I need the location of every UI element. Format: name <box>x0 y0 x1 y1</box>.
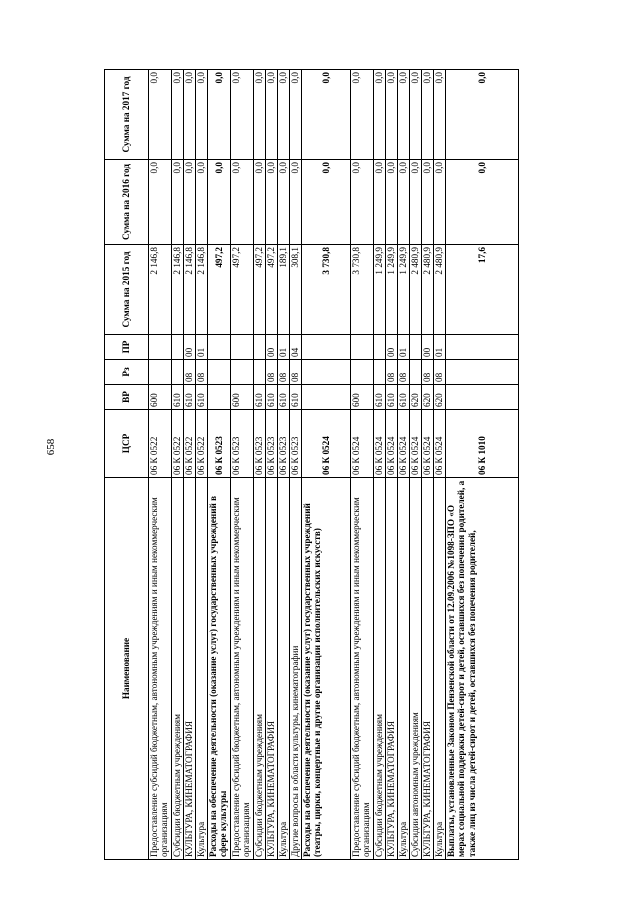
header-rz: Рз <box>105 360 149 385</box>
cell-pr <box>351 335 374 360</box>
cell-name: КУЛЬТУРА, КИНЕМАТОГРАФИЯ <box>266 478 278 860</box>
cell-pr: 01 <box>278 335 290 360</box>
table-row <box>434 70 446 860</box>
cell-rz: 08 <box>422 360 434 385</box>
cell-rz: 08 <box>278 360 290 385</box>
cell-name: Предоставление субсидий бюджетным, автономным учреждениям и иным некоммерческим организациям <box>149 478 172 860</box>
table-row <box>398 70 410 860</box>
cell-2015: 2 480,9 <box>410 245 422 335</box>
cell-name: Культура <box>196 478 208 860</box>
cell-pr <box>302 335 351 360</box>
cell-csr: 06 К 0522 <box>149 410 172 478</box>
cell-rz <box>231 360 254 385</box>
table-row <box>386 70 398 860</box>
cell-name: Предоставление субсидий бюджетным, автономным учреждениям и иным некоммерческим организациям <box>351 478 374 860</box>
cell-2015: 308,1 <box>290 245 302 335</box>
cell-vr: 610 <box>374 385 386 410</box>
page-number: 658 <box>45 438 57 456</box>
cell-vr: 620 <box>410 385 422 410</box>
cell-pr: 00 <box>386 335 398 360</box>
cell-vr <box>446 385 519 410</box>
cell-vr <box>208 385 231 410</box>
cell-csr: 06 К 0523 <box>278 410 290 478</box>
cell-csr: 06 К 0524 <box>410 410 422 478</box>
table-row <box>290 70 302 860</box>
cell-vr: 610 <box>386 385 398 410</box>
cell-2016: 0,0 <box>184 160 196 245</box>
cell-name: КУЛЬТУРА, КИНЕМАТОГРАФИЯ <box>184 478 196 860</box>
cell-2015: 3 730,8 <box>302 245 351 335</box>
cell-rz <box>446 360 519 385</box>
cell-name: Субсидии бюджетным учреждениям <box>254 478 266 860</box>
cell-2017: 0,0 <box>434 70 446 160</box>
cell-2016: 0,0 <box>386 160 398 245</box>
cell-2015: 497,2 <box>266 245 278 335</box>
cell-2015: 497,2 <box>208 245 231 335</box>
cell-2015: 497,2 <box>254 245 266 335</box>
cell-2017: 0,0 <box>184 70 196 160</box>
cell-vr: 600 <box>351 385 374 410</box>
cell-2015: 3 730,8 <box>351 245 374 335</box>
cell-rz <box>254 360 266 385</box>
cell-2016: 0,0 <box>422 160 434 245</box>
cell-name: Субсидии автономным учреждениям <box>410 478 422 860</box>
cell-2015: 2 146,8 <box>149 245 172 335</box>
cell-2017: 0,0 <box>278 70 290 160</box>
cell-vr: 600 <box>231 385 254 410</box>
cell-2016: 0,0 <box>374 160 386 245</box>
cell-name: Выплаты, установленные Законом Пензенской области от 12.09.2006 №1098-ЗПО «О мерах социальной поддержки детей-сирот и детей, оставшихся без попечения родителей, а также лиц из числа детей-сирот и детей, оставшихся без попечения родителей, <box>446 478 519 860</box>
cell-pr: 01 <box>398 335 410 360</box>
cell-vr: 610 <box>172 385 184 410</box>
cell-name: Расходы на обеспечение деятельности (оказание услуг) государственных учреждений (театры, цирки, концертные и другие организации исполнительских искусств) <box>302 478 351 860</box>
cell-vr: 610 <box>290 385 302 410</box>
cell-csr: 06 К 0522 <box>172 410 184 478</box>
budget-table <box>104 69 519 860</box>
budget-table-rotated <box>104 70 530 860</box>
cell-2016: 0,0 <box>290 160 302 245</box>
cell-2015: 17,6 <box>446 245 519 335</box>
cell-2016: 0,0 <box>398 160 410 245</box>
cell-vr: 610 <box>398 385 410 410</box>
cell-csr: 06 К 1010 <box>446 410 519 478</box>
cell-2016: 0,0 <box>266 160 278 245</box>
cell-rz <box>208 360 231 385</box>
cell-name: Предоставление субсидий бюджетным, автономным учреждениям и иным некоммерческим организациям <box>231 478 254 860</box>
header-csr: ЦСР <box>105 410 149 478</box>
table-row-bold <box>208 70 231 860</box>
cell-2017: 0,0 <box>446 70 519 160</box>
table-row <box>351 70 374 860</box>
cell-rz <box>172 360 184 385</box>
header-vr: ВР <box>105 385 149 410</box>
cell-name: Субсидии бюджетным учреждениям <box>172 478 184 860</box>
cell-rz: 08 <box>386 360 398 385</box>
cell-2017: 0,0 <box>266 70 278 160</box>
cell-name: КУЛЬТУРА, КИНЕМАТОГРАФИЯ <box>422 478 434 860</box>
cell-csr: 06 К 0524 <box>422 410 434 478</box>
cell-name: Субсидии бюджетным учреждениям <box>374 478 386 860</box>
cell-pr <box>208 335 231 360</box>
cell-pr <box>172 335 184 360</box>
table-row <box>422 70 434 860</box>
cell-pr: 01 <box>196 335 208 360</box>
cell-vr: 610 <box>254 385 266 410</box>
table-row-bold <box>446 70 519 860</box>
cell-rz <box>149 360 172 385</box>
cell-pr <box>254 335 266 360</box>
cell-csr: 06 К 0524 <box>374 410 386 478</box>
header-name: Наименование <box>105 478 149 860</box>
cell-pr <box>231 335 254 360</box>
table-row <box>149 70 172 860</box>
table-row <box>184 70 196 860</box>
table-row <box>172 70 184 860</box>
cell-pr <box>446 335 519 360</box>
cell-rz: 08 <box>398 360 410 385</box>
cell-csr: 06 К 0523 <box>266 410 278 478</box>
cell-vr: 600 <box>149 385 172 410</box>
cell-vr <box>302 385 351 410</box>
cell-rz: 08 <box>196 360 208 385</box>
table-row <box>266 70 278 860</box>
cell-2016: 0,0 <box>351 160 374 245</box>
table-row-bold <box>302 70 351 860</box>
cell-name: Культура <box>398 478 410 860</box>
cell-vr: 610 <box>184 385 196 410</box>
table-row <box>254 70 266 860</box>
table-row <box>278 70 290 860</box>
cell-2017: 0,0 <box>231 70 254 160</box>
cell-csr: 06 К 0523 <box>208 410 231 478</box>
cell-2016: 0,0 <box>231 160 254 245</box>
cell-2016: 0,0 <box>172 160 184 245</box>
cell-2016: 0,0 <box>196 160 208 245</box>
cell-2016: 0,0 <box>434 160 446 245</box>
table-row <box>410 70 422 860</box>
cell-rz: 08 <box>290 360 302 385</box>
cell-2017: 0,0 <box>386 70 398 160</box>
cell-pr: 00 <box>422 335 434 360</box>
cell-2017: 0,0 <box>302 70 351 160</box>
cell-2016: 0,0 <box>446 160 519 245</box>
cell-2016: 0,0 <box>410 160 422 245</box>
cell-2016: 0,0 <box>149 160 172 245</box>
cell-2017: 0,0 <box>149 70 172 160</box>
cell-2016: 0,0 <box>254 160 266 245</box>
cell-vr: 610 <box>266 385 278 410</box>
header-2017: Сумма на 2017 год <box>105 70 149 160</box>
cell-name: Культура <box>434 478 446 860</box>
cell-csr: 06 К 0523 <box>231 410 254 478</box>
cell-rz <box>351 360 374 385</box>
cell-2017: 0,0 <box>351 70 374 160</box>
cell-2017: 0,0 <box>374 70 386 160</box>
cell-2017: 0,0 <box>196 70 208 160</box>
header-2016: Сумма на 2016 год <box>105 160 149 245</box>
cell-rz <box>302 360 351 385</box>
cell-vr: 610 <box>196 385 208 410</box>
table-row <box>231 70 254 860</box>
cell-rz: 08 <box>434 360 446 385</box>
header-2015: Сумма на 2015 год <box>105 245 149 335</box>
cell-rz: 08 <box>266 360 278 385</box>
cell-2015: 2 146,8 <box>184 245 196 335</box>
cell-2017: 0,0 <box>254 70 266 160</box>
cell-name: Расходы на обеспечение деятельности (оказание услуг) государственных учреждений в сфере культуры <box>208 478 231 860</box>
cell-2016: 0,0 <box>208 160 231 245</box>
cell-pr <box>410 335 422 360</box>
cell-pr <box>374 335 386 360</box>
cell-pr: 04 <box>290 335 302 360</box>
cell-pr <box>149 335 172 360</box>
cell-csr: 06 К 0523 <box>254 410 266 478</box>
cell-csr: 06 К 0524 <box>386 410 398 478</box>
cell-csr: 06 К 0522 <box>184 410 196 478</box>
cell-2017: 0,0 <box>410 70 422 160</box>
cell-2015: 1 249,9 <box>386 245 398 335</box>
cell-2017: 0,0 <box>398 70 410 160</box>
cell-name: Другие вопросы в области культуры, кинематографии <box>290 478 302 860</box>
cell-2015: 2 480,9 <box>422 245 434 335</box>
cell-rz: 08 <box>184 360 196 385</box>
cell-2016: 0,0 <box>302 160 351 245</box>
cell-pr: 01 <box>434 335 446 360</box>
cell-2017: 0,0 <box>172 70 184 160</box>
table-header-row <box>105 70 149 860</box>
cell-vr: 620 <box>434 385 446 410</box>
cell-2015: 189,1 <box>278 245 290 335</box>
cell-rz <box>410 360 422 385</box>
table-row <box>374 70 386 860</box>
cell-2015: 1 249,9 <box>398 245 410 335</box>
cell-2015: 2 480,9 <box>434 245 446 335</box>
cell-2017: 0,0 <box>422 70 434 160</box>
cell-name: Культура <box>278 478 290 860</box>
cell-2015: 1 249,9 <box>374 245 386 335</box>
cell-csr: 06 К 0524 <box>351 410 374 478</box>
cell-2015: 2 146,8 <box>196 245 208 335</box>
cell-vr: 610 <box>278 385 290 410</box>
header-pr: ПР <box>105 335 149 360</box>
cell-csr: 06 К 0523 <box>290 410 302 478</box>
cell-name: КУЛЬТУРА, КИНЕМАТОГРАФИЯ <box>386 478 398 860</box>
cell-2016: 0,0 <box>278 160 290 245</box>
cell-rz <box>374 360 386 385</box>
cell-2015: 497,2 <box>231 245 254 335</box>
cell-pr: 00 <box>184 335 196 360</box>
cell-2015: 2 146,8 <box>172 245 184 335</box>
cell-csr: 06 К 0522 <box>196 410 208 478</box>
cell-2017: 0,0 <box>290 70 302 160</box>
cell-csr: 06 К 0524 <box>302 410 351 478</box>
cell-csr: 06 К 0524 <box>398 410 410 478</box>
cell-csr: 06 К 0524 <box>434 410 446 478</box>
cell-vr: 620 <box>422 385 434 410</box>
cell-pr: 00 <box>266 335 278 360</box>
cell-2017: 0,0 <box>208 70 231 160</box>
table-row <box>196 70 208 860</box>
